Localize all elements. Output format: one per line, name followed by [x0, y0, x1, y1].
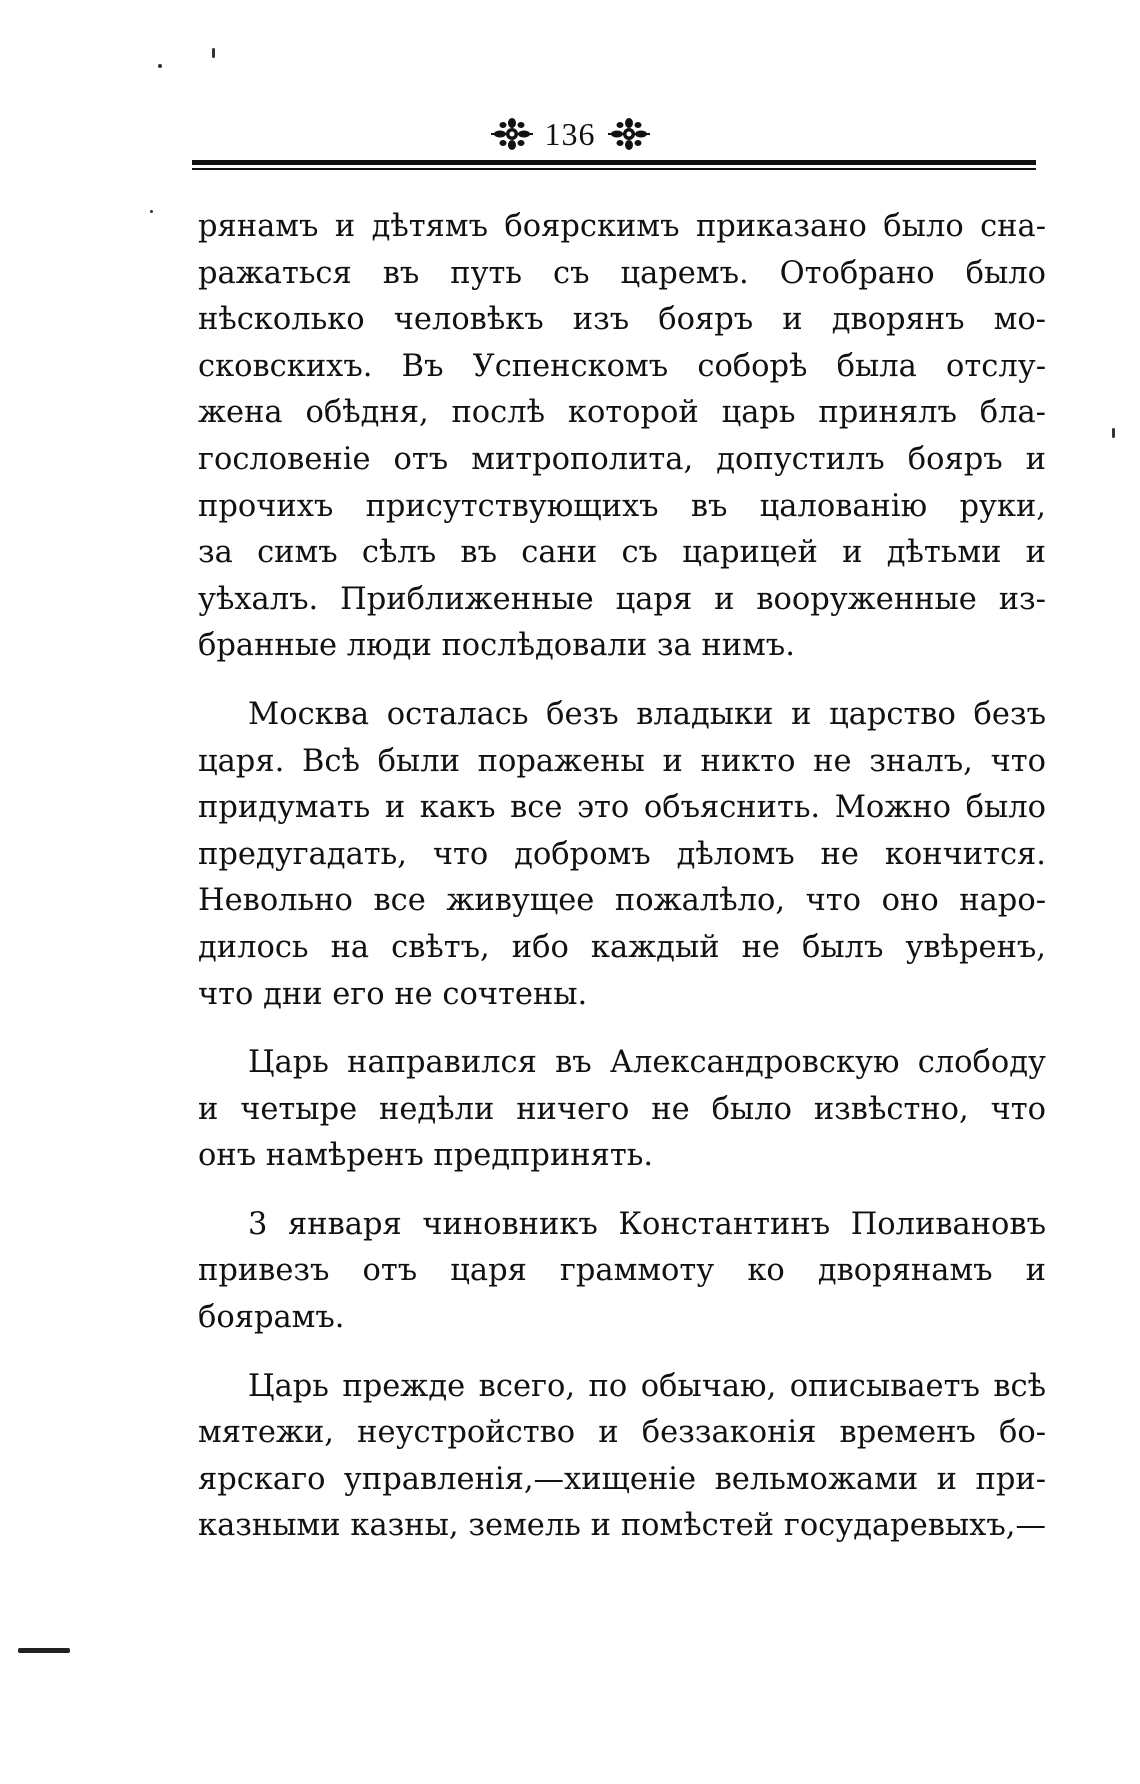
text-line: за симъ сѣлъ въ сани съ царицей и дѣтьми и — [198, 535, 1046, 571]
text-line: нѣсколько человѣкъ изъ бояръ и дворянъ мо- — [198, 302, 1046, 338]
text-line: что дни его не сочтены. — [198, 976, 588, 1012]
page-number: 136 — [544, 116, 596, 152]
text-line: Царь прежде всего, по обычаю, описываетъ всѣ — [248, 1368, 1046, 1404]
paragraph — [198, 1364, 1046, 1550]
paragraph — [198, 1202, 1046, 1342]
text-line: Царь направился въ Александровскую слободу — [248, 1045, 1046, 1081]
text-line: прочихъ присутствующихъ въ цалованію руки, — [198, 488, 1046, 524]
text-line: рянамъ и дѣтямъ боярскимъ приказано было сна- — [198, 209, 1046, 244]
text-line: царя. Всѣ были поражены и никто не зналъ, что — [198, 743, 1046, 779]
paragraph — [198, 204, 1046, 670]
text-line: дилось на свѣтъ, ибо каждый не былъ увѣренъ, — [198, 929, 1046, 965]
paragraph — [198, 1040, 1046, 1180]
floral-ornament-icon-right — [608, 116, 650, 152]
ink-speck — [212, 48, 215, 58]
text-line: бранные люди послѣдовали за нимъ. — [198, 628, 795, 664]
text-line: привезъ отъ царя граммоту ко дворянамъ и — [198, 1253, 1046, 1289]
text-line: придумать и какъ все это объяснить. Можно было — [198, 790, 1046, 826]
page-header — [0, 110, 1140, 158]
paragraph — [198, 692, 1046, 1018]
text-line: гословеніе отъ митрополита, допустилъ бояръ и — [198, 441, 1046, 477]
text-line: ярскаго управленія,—хищеніе вельможами и при- — [198, 1461, 1046, 1497]
text-line: 3 января чиновникъ Константинъ Поливановъ — [248, 1206, 1046, 1242]
text-line: предугадать, что добромъ дѣломъ не кончится. — [198, 836, 1046, 872]
text-line: Москва осталась безъ владыки и царство безъ — [248, 696, 1046, 732]
header-rule-thin — [192, 168, 1036, 170]
ink-speck — [158, 64, 162, 68]
header-rule-thick — [192, 160, 1036, 165]
text-line: онъ намѣренъ предпринять. — [198, 1138, 654, 1174]
floral-ornament-icon-left — [491, 116, 533, 152]
text-line: жена обѣдня, послѣ которой царь принялъ бла- — [198, 395, 1046, 431]
text-line: Невольно все живущее пожалѣло, что оно наро- — [198, 883, 1046, 919]
margin-ink-mark — [18, 1648, 70, 1653]
text-line: и четыре недѣли ничего не было извѣстно, что — [198, 1091, 1046, 1127]
text-line: ражаться въ путь съ царемъ. Отобрано было — [198, 255, 1046, 291]
text-line: уѣхалъ. Приближенные царя и вооруженные из- — [198, 581, 1046, 617]
text-line: казными казны, земель и помѣстей государевыхъ,— — [198, 1508, 1046, 1544]
ink-speck — [1112, 428, 1115, 438]
text-line: мятежи, неустройство и беззаконія временъ бо- — [198, 1415, 1046, 1451]
text-line: боярамъ. — [198, 1300, 345, 1336]
text-line: сковскихъ. Въ Успенскомъ соборѣ была отслу- — [198, 348, 1046, 384]
body-text — [198, 204, 1046, 1550]
ink-speck — [150, 210, 153, 213]
